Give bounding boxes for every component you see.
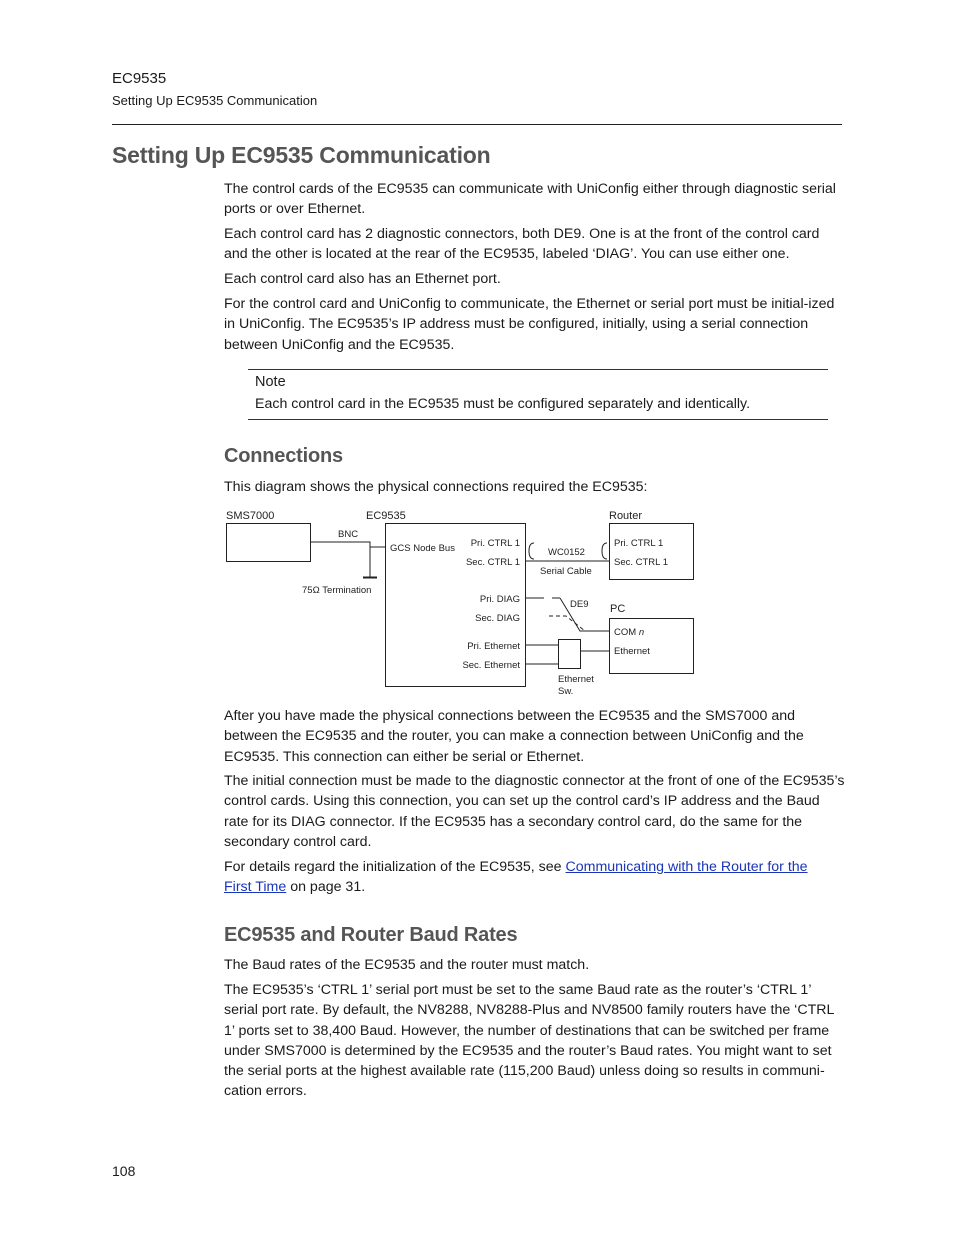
- label-bnc: BNC: [338, 529, 359, 540]
- note-title: Note: [255, 374, 286, 390]
- connections-paragraph-3: [224, 857, 834, 898]
- label-wc0152: WC0152: [548, 547, 585, 558]
- router-box: [610, 524, 694, 580]
- label-com-prefix: COM: [614, 627, 639, 638]
- intro-paragraph-4: For the control card and UniConfig to communicate, the Ethernet or serial port must be initial-ized in UniConfig. The EC9535’s IP address must be configured, initially, using a serial connection between UniConfig and the EC9535.: [224, 296, 835, 353]
- label-termination: 75Ω Termination: [302, 585, 372, 596]
- label-pri-ctrl1: Pri. CTRL 1: [470, 538, 520, 549]
- page-number: 108: [112, 1163, 136, 1179]
- baud-rates-heading: EC9535 and Router Baud Rates: [224, 924, 518, 946]
- details-text-after: on page 31.: [286, 879, 366, 896]
- label-router-sec-ctrl1: Sec. CTRL 1: [614, 557, 669, 568]
- page-title: Setting Up EC9535 Communication: [112, 142, 491, 168]
- running-header-section: Setting Up EC9535 Communication: [112, 93, 318, 108]
- connections-paragraph-2: The initial connection must be made to the diagnostic connector at the front of one of the EC9535’s control cards. Using this connection, you can set up the control card’s IP address and the Baud rate for its DIAG connector. If the EC9535 has a secondary control card, do the same for the secondary control card.: [224, 773, 845, 850]
- first-time-link[interactable]: Communicating with the Router for the First Time: [224, 859, 808, 896]
- label-serial-cable: Serial Cable: [540, 566, 592, 577]
- label-pri-diag: Pri. DIAG: [479, 594, 520, 605]
- label-pc: PC: [610, 603, 626, 615]
- label-sec-ethernet: Sec. Ethernet: [462, 660, 520, 671]
- connections-paragraph-1: After you have made the physical connections between the EC9535 and the SMS7000 and between the EC9535 and the router, you can make a connection between UniConfig and the EC9535. This connection can either be serial or Ethernet.: [224, 708, 804, 765]
- label-sms7000: SMS7000: [226, 510, 275, 522]
- ec-ctrl-connector: [529, 543, 534, 559]
- bnc-cable: [311, 542, 385, 547]
- baud-paragraph-1: The Baud rates of the EC9535 and the router must match.: [224, 957, 590, 973]
- label-router: Router: [609, 510, 643, 522]
- label-com-n: n: [638, 627, 645, 638]
- details-text-before: For details regard the initialization of the EC9535, see: [224, 859, 566, 875]
- label-pri-ethernet: Pri. Ethernet: [467, 641, 520, 652]
- label-gcs-node-bus: GCS Node Bus: [390, 543, 455, 554]
- note-body: Each control card in the EC9535 must be configured separately and identically.: [255, 396, 751, 412]
- label-sec-ctrl1: Sec. CTRL 1: [465, 557, 520, 568]
- baud-paragraph-2: The EC9535’s ‘CTRL 1’ serial port must be set to the same Baud rate as the router’s ‘CTRL 1’ serial port rate. By default, the NV8288, NV8288-Plus and NV8500 family routers have the ‘CTRL 1’ ports set to 38,400 Baud. However, the number of destinations that can be switched per frame under SMS7000 is determined by the EC9535 and the router’s Baud rates. You might want to set the serial ports at the highest available rate (115,200 Baud) unless doing so results in communi-cation errors.: [224, 982, 834, 1100]
- connections-heading: Connections: [224, 445, 343, 467]
- label-router-pri-ctrl1: Pri. CTRL 1: [614, 538, 664, 549]
- label-ethernet-switch-line1: Ethernet: [558, 674, 594, 685]
- label-com-port: [614, 627, 644, 638]
- label-ethernet-switch-line2: Sw.: [558, 686, 574, 697]
- intro-paragraph-1: The control cards of the EC9535 can communicate with UniConfig either through diagnostic serial ports or over Ethernet.: [224, 181, 836, 218]
- running-header-title: EC9535: [112, 70, 167, 87]
- label-ec9535: EC9535: [366, 510, 406, 522]
- sec-diag-cable-optional: [549, 616, 585, 631]
- intro-paragraph-2: Each control card has 2 diagnostic connectors, both DE9. One is at the front of the control card and the other is located at the rear of the EC9535, labeled ‘DIAG’. You can use either one.: [224, 226, 820, 263]
- sms7000-box: [227, 524, 311, 562]
- connections-intro: This diagram shows the physical connections required the EC9535:: [224, 479, 648, 495]
- ethernet-switch-box: [559, 640, 581, 669]
- label-pc-ethernet: Ethernet: [614, 646, 650, 657]
- intro-paragraph-3: Each control card also has an Ethernet port.: [224, 271, 501, 287]
- label-sec-diag: Sec. DIAG: [475, 613, 520, 624]
- label-de9: DE9: [570, 599, 589, 610]
- router-ctrl-connector: [602, 543, 607, 559]
